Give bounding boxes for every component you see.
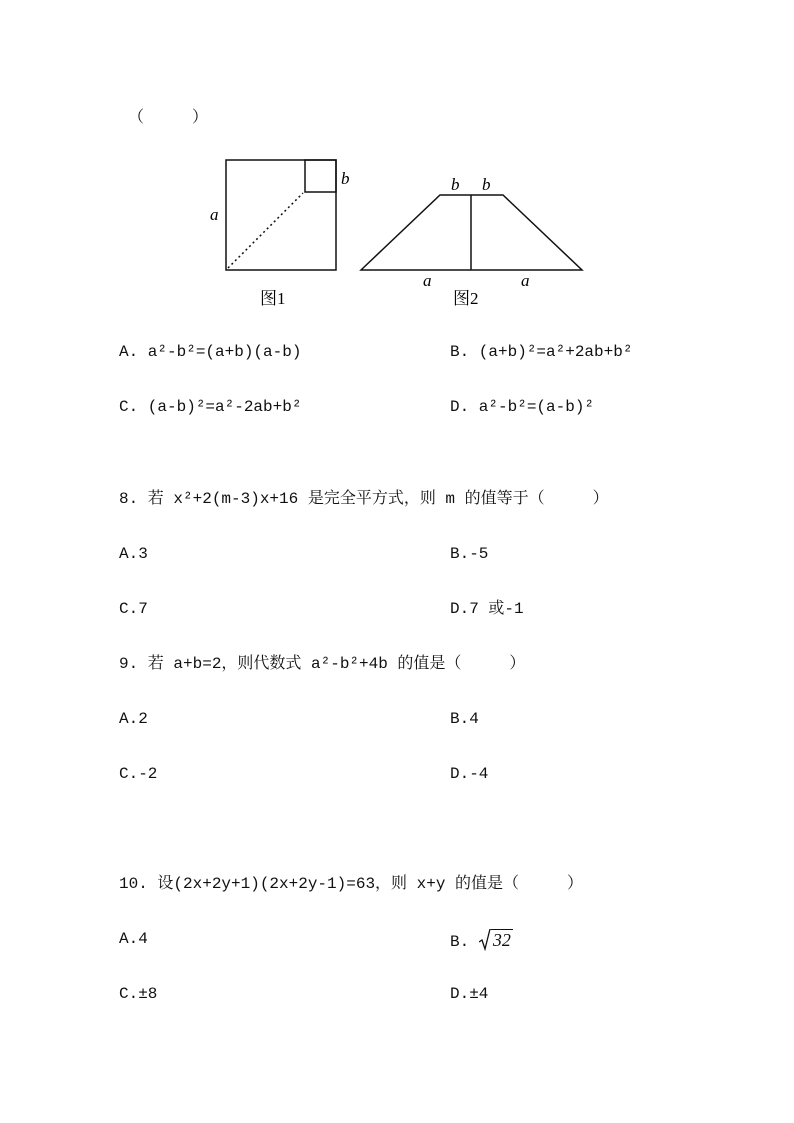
sqrt-radicand: 32: [492, 930, 511, 950]
q9-stem: 9. 若 a+b=2，则代数式 a²-b²+4b 的值是（ ）: [119, 655, 526, 673]
q7-option-b: B. (a+b)²=a²+2ab+b²: [450, 343, 633, 361]
figure-1: [210, 160, 350, 308]
small-square: [305, 160, 336, 192]
geometry-figures: [190, 150, 600, 315]
fig2-label-a-left: a: [423, 271, 432, 290]
q10-option-b-label: B.: [450, 933, 470, 951]
q10-option-b: [450, 929, 513, 952]
q8-option-b: B.-5: [450, 545, 489, 563]
q9-option-c: C.-2: [119, 765, 158, 783]
q10-option-a: A.4: [119, 930, 148, 948]
fig2-caption: 图2: [453, 289, 479, 308]
q9-option-d: D.-4: [450, 765, 489, 783]
q7-option-c: C. (a-b)²=a²-2ab+b²: [119, 398, 302, 416]
fig2-label-b-left: b: [451, 175, 460, 194]
q7-option-d: D. a²-b²=(a-b)²: [450, 398, 595, 416]
dotted-diagonal: [228, 193, 303, 268]
q10-option-c: C.±8: [119, 985, 158, 1003]
fig1-caption: 图1: [260, 289, 286, 308]
figure-2: [361, 175, 582, 308]
fig1-label-b: b: [341, 169, 350, 188]
fig1-label-a: a: [210, 205, 219, 224]
q8-option-a: A.3: [119, 545, 148, 563]
q9-option-b: B.4: [450, 710, 479, 728]
sqrt-expression: [479, 929, 513, 952]
q8-stem: 8. 若 x²+2(m-3)x+16 是完全平方式，则 m 的值等于（ ）: [119, 490, 609, 508]
sqrt-symbol-icon: [479, 929, 491, 951]
q10-stem: 10. 设(2x+2y+1)(2x+2y-1)=63，则 x+y 的值是（ ）: [119, 875, 584, 893]
q10-option-d: D.±4: [450, 985, 489, 1003]
fig2-label-b-right: b: [482, 175, 491, 194]
q8-option-c: C.7: [119, 600, 148, 618]
q7-option-a: A. a²-b²=(a+b)(a-b): [119, 343, 302, 361]
q9-option-a: A.2: [119, 710, 148, 728]
fig2-label-a-right: a: [521, 271, 530, 290]
q8-option-d: D.7 或-1: [450, 600, 524, 618]
answer-bracket: （ ）: [128, 109, 209, 127]
